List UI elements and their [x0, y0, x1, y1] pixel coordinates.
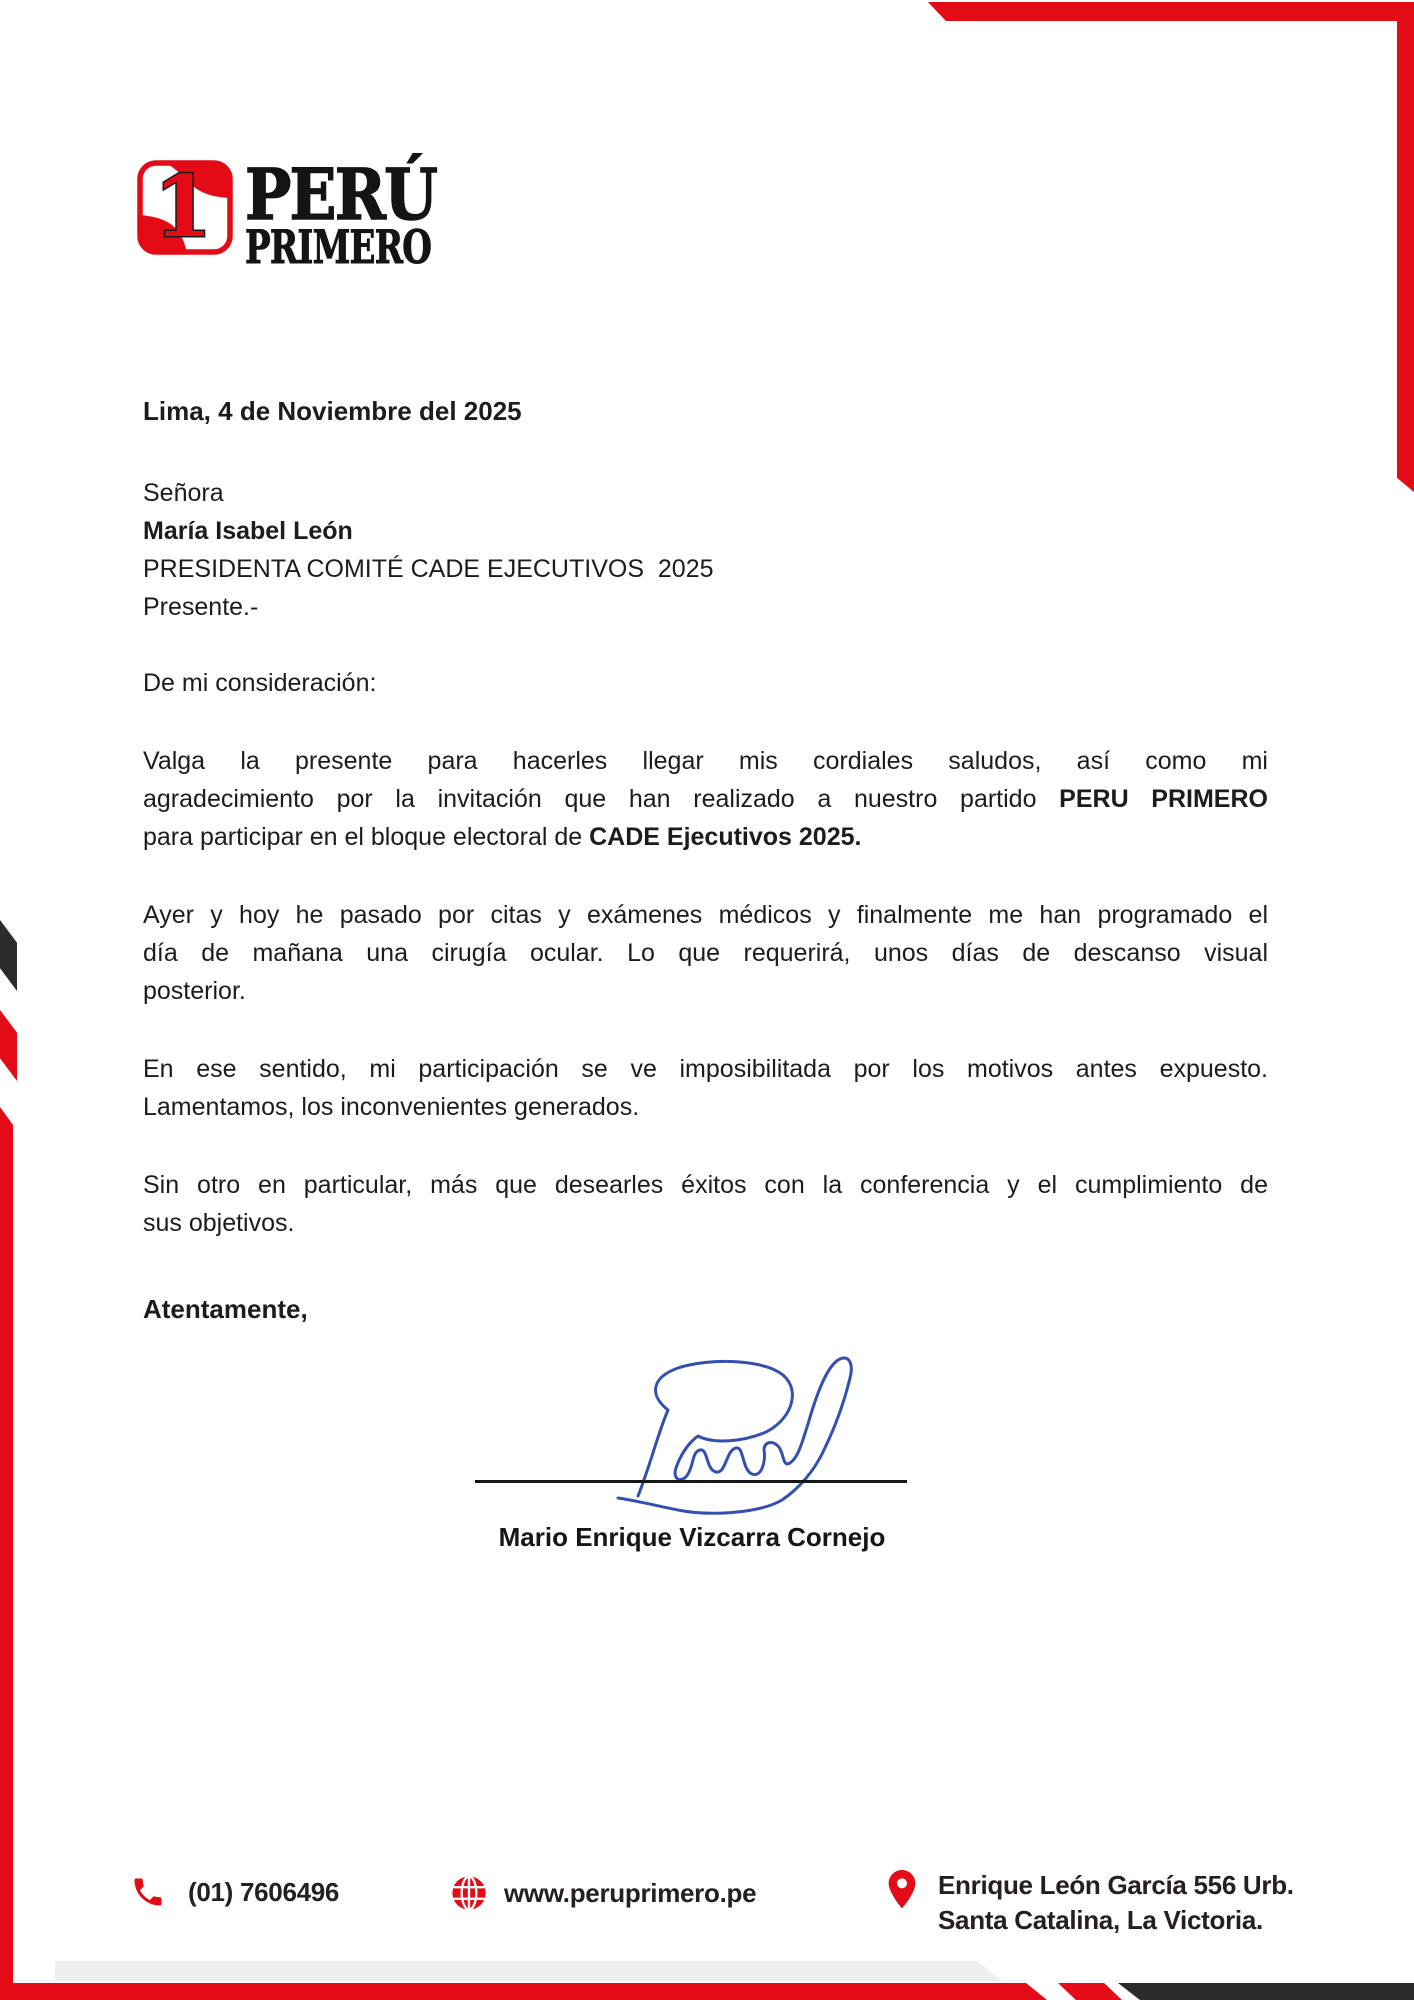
address-line-1: Enrique León García 556 Urb. [938, 1870, 1294, 1900]
salutation: De mi consideración: [143, 669, 377, 697]
bottom-gray-strip-decoration [55, 1961, 1002, 1981]
signature-scribble [538, 1348, 918, 1520]
paragraph-4: Sin otro en particular, más que desearles éxitos con la conferencia y el cumplimiento de sus objetivos. [143, 1171, 1268, 1237]
footer-website [450, 1874, 756, 1912]
recipient-presente: Presente.- [143, 593, 259, 621]
svg-text:1: 1 [153, 160, 213, 255]
paragraph-1: Valga la presente para hacerles llegar mis cordiales saludos, así como mi agradecimiento por la invitación que han realizado a nuestro partido PERU PRIMERO para participar en el bloque electoral de CADE Ejecutivos 2025. [143, 747, 1268, 851]
left-dark-parallelogram-decoration [0, 920, 17, 991]
closing: Atentamente, [143, 1294, 308, 1324]
letter-body [143, 392, 1268, 1328]
left-red-parallelogram-decoration [0, 1010, 17, 1081]
address-text [938, 1868, 1294, 1938]
logo-wordmark [245, 153, 497, 274]
recipient-title: Señora [143, 479, 224, 507]
bottom-red-slash-decoration [1058, 1983, 1122, 2000]
recipient-block [143, 474, 1268, 626]
signature-line [475, 1480, 907, 1483]
top-red-bar-decoration [928, 2, 1414, 21]
phone-icon [130, 1874, 166, 1910]
location-pin-icon [882, 1868, 922, 1912]
left-red-stripe-decoration [0, 1107, 13, 2000]
recipient-name: María Isabel León [143, 517, 353, 545]
address-line-2: Santa Catalina, La Victoria. [938, 1905, 1263, 1935]
recipient-role: PRESIDENTA COMITÉ CADE EJECUTIVOS 2025 [143, 555, 714, 583]
logo-text-primero: PRIMERO [245, 220, 432, 274]
right-red-bar-decoration [1397, 21, 1414, 492]
bottom-red-bar-decoration [0, 1983, 1047, 2000]
website-url: www.peruprimero.pe [504, 1877, 757, 1908]
phone-number: (01) 7606496 [188, 1876, 340, 1907]
globe-icon [450, 1874, 488, 1912]
footer-address [882, 1868, 1294, 1938]
peru-primero-logo [137, 153, 497, 274]
paragraph-3: En ese sentido, mi participación se ve imposibilitada por los motivos antes expuesto. Lamentamos, los inconvenientes generados. [143, 1055, 1268, 1121]
bottom-dark-bar-decoration [1118, 1983, 1414, 2000]
logo-number-one-icon [137, 160, 233, 255]
paragraph-2: Ayer y hoy he pasado por citas y exámenes médicos y finalmente me han programado el día de mañana una cirugía ocular. Lo que requerirá, unos días de descanso visual posterior. [143, 901, 1268, 1005]
logo-text-peru: PERÚ [245, 153, 437, 236]
footer-phone [130, 1874, 339, 1910]
signer-name: Mario Enrique Vizcarra Cornejo [498, 1522, 886, 1552]
letter-date: Lima, 4 de Noviembre del 2025 [143, 396, 522, 426]
